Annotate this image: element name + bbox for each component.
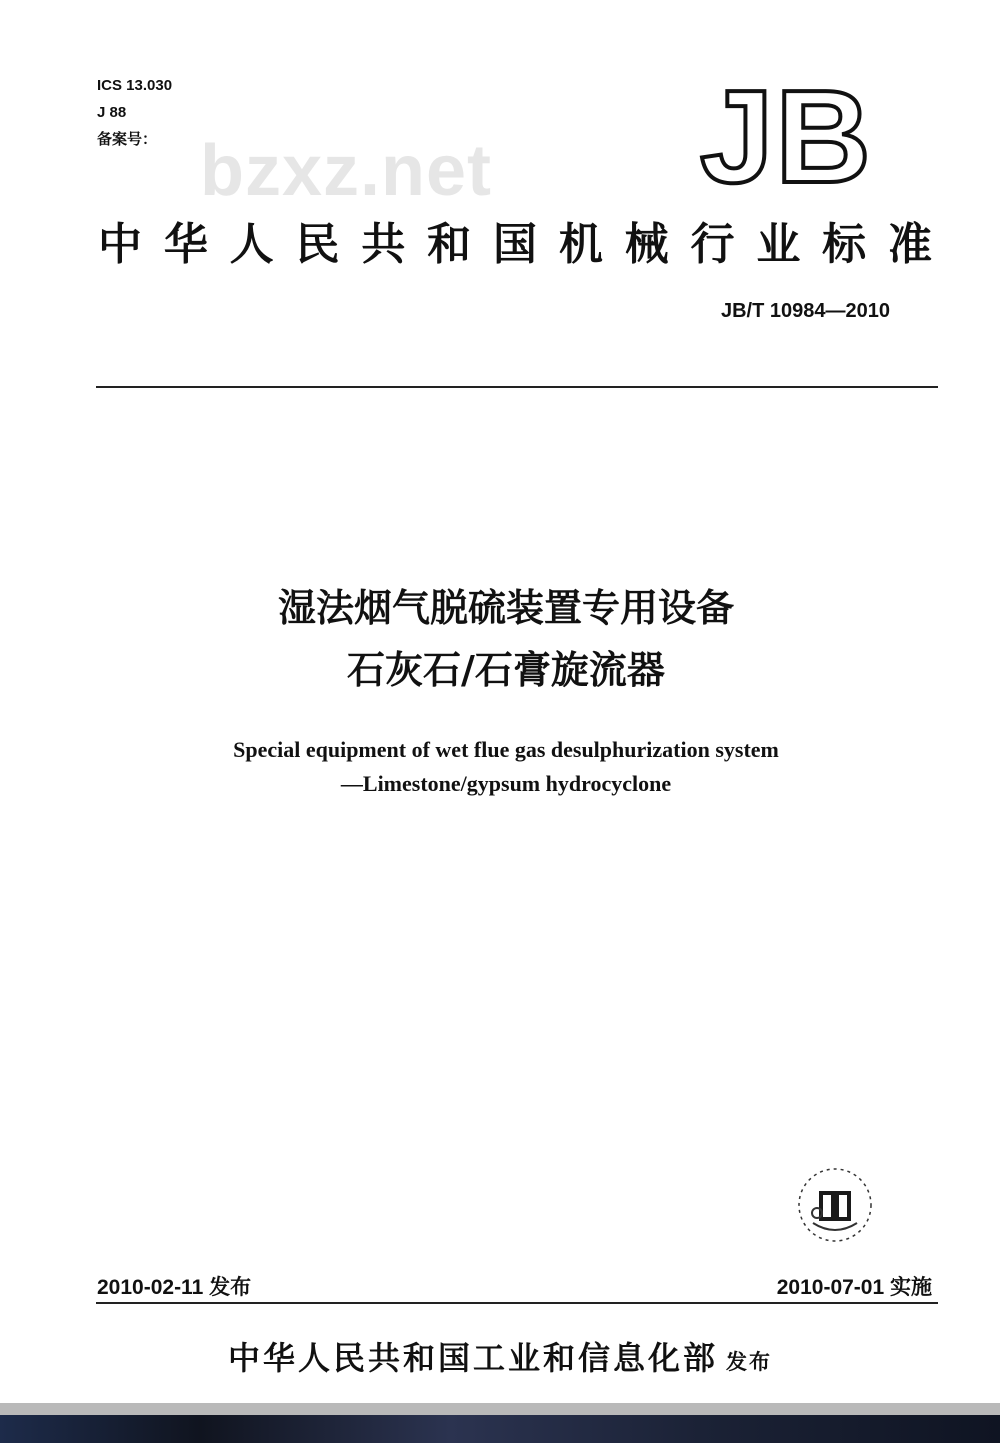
english-title-line-2: —Limestone/gypsum hydrocyclone [340,771,672,796]
publisher-suffix: 发布 [726,1350,772,1374]
top-divider [96,386,938,388]
issue-date: 2010-02-11 发布 [97,1276,252,1299]
ics-code: ICS 13.030 [97,77,173,94]
bottom-divider [96,1302,938,1304]
scan-background-strip [0,1415,1000,1443]
j-code: J 88 [97,104,127,121]
organization-title: 中华人民共和国机械行业标准 [98,219,938,270]
record-number-label: 备案号： [97,131,158,148]
publisher-line [0,1336,1000,1384]
publisher-name: 中华人民共和国工业和信息化部 [227,1339,718,1377]
implementation-date: 2010-07-01 实施 [776,1276,932,1299]
publisher-seal-icon [795,1165,875,1245]
chinese-title-line-2: 石灰石/石膏旋流器 [347,648,665,692]
chinese-title-line-1: 湿法烟气脱硫装置专用设备 [277,586,734,630]
jb-logo: JB [700,63,873,210]
scan-edge-band [0,1403,1000,1415]
standard-number: JB/T 10984—2010 [720,300,890,322]
watermark: bzxz.net [200,131,493,211]
english-title-line-1: Special equipment of wet flue gas desulphurization system [233,737,779,762]
